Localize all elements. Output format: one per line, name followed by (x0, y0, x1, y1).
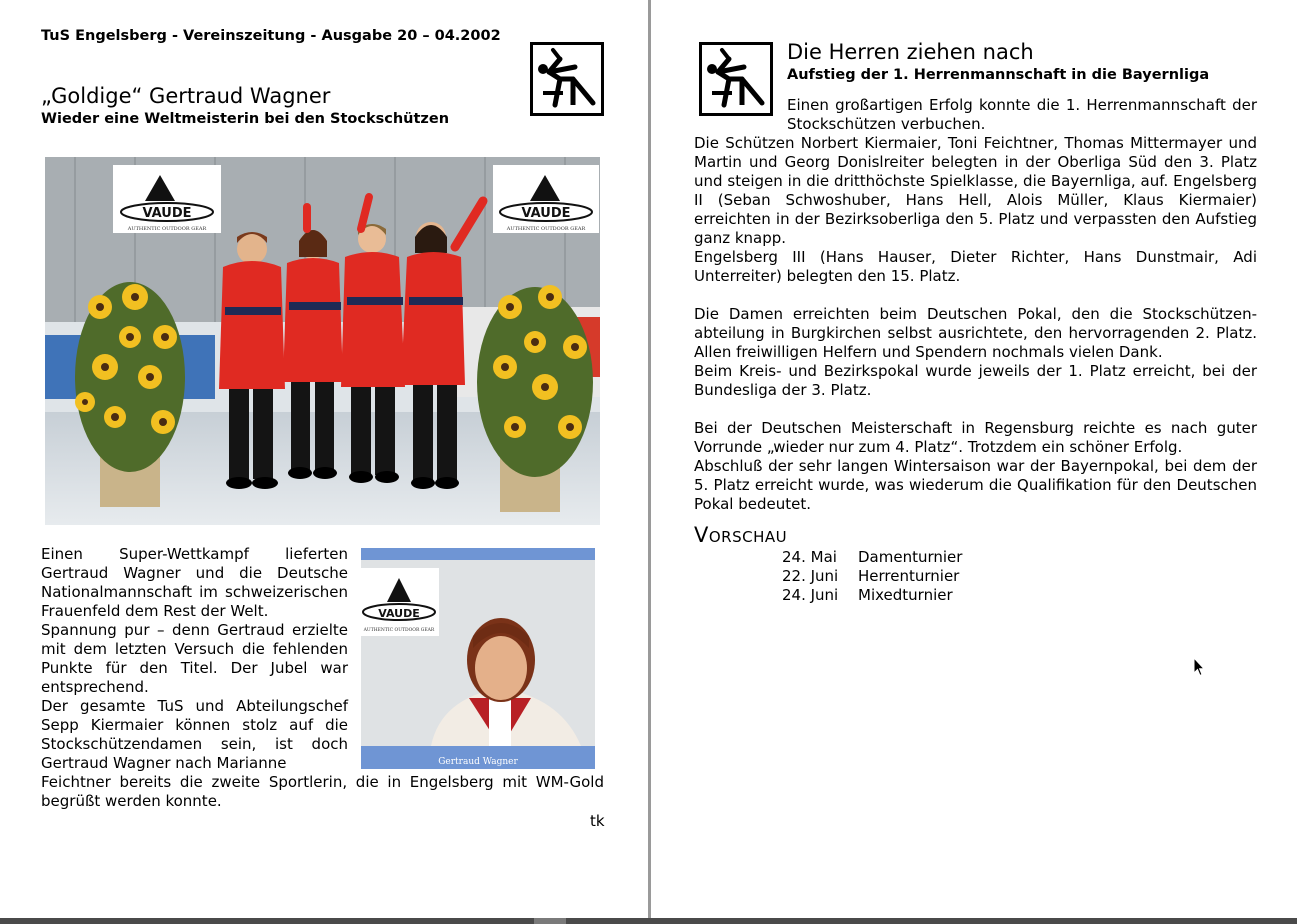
right-page (651, 0, 1297, 918)
article-title: „Goldige“ Gertraud Wagner (41, 84, 331, 108)
article-paragraph: Feichtner bereits die zweite Sportlerin, die in Engelsberg mit WM-Gold begrüßt werden konnte. (41, 773, 604, 810)
mouse-cursor-icon (1193, 657, 1205, 681)
paragraph-spacer (694, 286, 1257, 305)
portrait-photo-graphic (361, 548, 595, 769)
svg-text:AUTHENTIC OUTDOOR GEAR: AUTHENTIC OUTDOOR GEAR (127, 226, 207, 232)
article-paragraph: Engelsberg III (Hans Hauser, Dieter Richter, Hans Dunstmair, Adi Unterreiter) belegten den 15. Platz. (694, 248, 1257, 285)
schedule-row (782, 567, 962, 586)
newsletter-header: TuS Engelsberg - Vereinszeitung - Ausgabe 20 – 04.2002 (41, 28, 501, 44)
schedule-row (782, 586, 962, 605)
schedule-event: Herrenturnier (858, 567, 960, 585)
horizontal-scrollbar[interactable] (0, 918, 1297, 924)
scrollbar-thumb[interactable] (534, 918, 566, 924)
article-paragraph: Die Damen erreichten beim Deutschen Pokal, den die Stockschützen-abteilung in Burgkirchen selbst ausrichtete, den hervorragenden 2. Platz. Allen freiwilligen Helfern und Spendern nochmals vielen Dank. (694, 305, 1257, 361)
vorschau-heading: Vorschau (694, 523, 788, 547)
article-paragraph: Die Schützen Norbert Kiermaier, Toni Feichtner, Thomas Mittermayer und Martin und Georg Donislreiter belegten in der Oberliga Süd den 3. Platz und steigen in die dritthöchste Spielklasse, die Bayernliga, auf. Engelsberg II (Seban Schwoshuber, Hans Hell, Alois Müller, Klaus Kiermaier) erreichten in der Bezirksoberliga den 5. Platz und verpassten den Aufstieg ganz knapp. (694, 134, 1257, 247)
vaude-sign-left (113, 165, 221, 233)
vaude-sign-right (493, 165, 599, 233)
svg-text:VAUDE: VAUDE (378, 607, 420, 620)
svg-text:VAUDE: VAUDE (142, 206, 192, 221)
svg-text:AUTHENTIC OUTDOOR GEAR: AUTHENTIC OUTDOOR GEAR (506, 226, 586, 232)
svg-text:VAUDE: VAUDE (521, 206, 571, 221)
schedule-row (782, 548, 962, 567)
article-subtitle: Wieder eine Weltmeisterin bei den Stockschützen (41, 111, 450, 127)
logo-graphic (702, 45, 770, 113)
author-signoff: tk (590, 812, 605, 830)
article-paragraph: Spannung pur – denn Gertraud erzielte mit dem letzten Versuch die fehlenden Punkte für den Titel. Der Jubel war entsprechend. (41, 621, 348, 696)
article-title: Die Herren ziehen nach (787, 40, 1034, 64)
schedule-date: 24. Juni (782, 586, 839, 604)
article-paragraph: Abschluß der sehr langen Wintersaison war der Bayernpokal, bei dem der 5. Platz erreicht wurde, was wiederum die Qualifikation für den Deutschen Pokal bedeutet. (694, 457, 1257, 513)
schedule-date: 24. Mai (782, 548, 837, 566)
article-paragraph: Beim Kreis- und Bezirkspokal wurde jeweils der 1. Platz erreicht, bei der Bundesliga der 3. Platz. (694, 362, 1257, 399)
article-text-wrapped (41, 545, 348, 773)
schedule-date: 22. Juni (782, 567, 839, 585)
schedule-event: Mixedturnier (858, 586, 953, 604)
stockschuetze-pictogram-icon (530, 42, 604, 116)
article-subtitle: Aufstieg der 1. Herrenmannschaft in die Bayernliga (787, 67, 1210, 83)
schedule-event: Damenturnier (858, 548, 963, 566)
svg-text:AUTHENTIC OUTDOOR GEAR: AUTHENTIC OUTDOOR GEAR (363, 628, 435, 633)
stockschuetze-pictogram-icon (699, 42, 773, 116)
article-text (694, 134, 1257, 514)
article-paragraph: Einen Super-Wettkampf lieferten Gertraud Wagner und die Deutsche Nationalmannschaft im schweizerischen Frauenfeld dem Rest der Welt. (41, 545, 348, 620)
vaude-sign-portrait (361, 568, 439, 636)
portrait-photo (361, 548, 595, 769)
article-text-full (41, 773, 604, 811)
logo-graphic (533, 45, 601, 113)
portrait-caption: Gertraud Wagner (438, 757, 518, 767)
schedule-list (782, 548, 962, 605)
article-paragraph: Einen großartigen Erfolg konnte die 1. Herrenmannschaft der Stockschützen verbuchen. (787, 96, 1257, 133)
left-page (0, 0, 648, 918)
article-paragraph: Der gesamte TuS und Abteilungschef Sepp Kiermaier können stolz auf die Stockschützendamen sein, ist doch Gertraud Wagner nach Marianne (41, 697, 348, 772)
team-photo (45, 157, 600, 525)
article-paragraph: Bei der Deutschen Meisterschaft in Regensburg reichte es nach guter Vorrunde „wieder nur zum 4. Platz“. Trotzdem ein schöner Erfolg. (694, 419, 1257, 456)
paragraph-spacer (694, 400, 1257, 419)
article-intro (787, 96, 1257, 134)
team-photo-graphic (45, 157, 600, 525)
